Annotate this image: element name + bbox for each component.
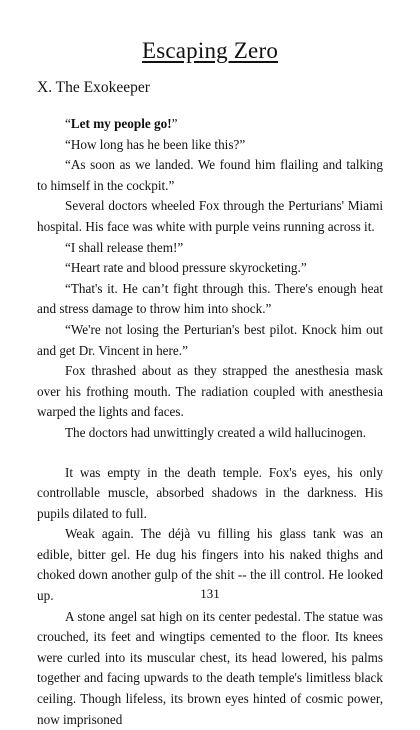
body-text bbox=[37, 114, 383, 730]
paragraph: “How long has he been like this?” bbox=[65, 136, 246, 152]
paragraph: “As soon as we landed. We found him flailing and talking to himself in the cockpit.” bbox=[37, 157, 383, 193]
paragraph: The doctors had unwittingly created a wild hallucinogen. bbox=[65, 424, 367, 440]
paragraph: “That's it. He can’t fight through this. There's enough heat and stress damage to throw him into shock.” bbox=[37, 280, 383, 317]
paragraph bbox=[37, 114, 383, 135]
paragraph: “We're not losing the Perturian's best pilot. Knock him out and get Dr. Vincent in here.” bbox=[37, 321, 383, 358]
open-quote: “ bbox=[65, 116, 71, 131]
bold-dialogue: Let my people go! bbox=[70, 116, 172, 131]
paragraph: Weak again. The déjà vu filling his glass tank was an edible, bitter gel. He dug his fingers into his naked thighs and choked down another gulp of the shit -- the ill control. He looked up. bbox=[37, 526, 383, 604]
paragraph: A stone angel sat high on its center pedestal. The statue was crouched, its feet and wingtips cemented to the floor. Its knees were curled into its muscular chest, its head lowered, his palms together and facing upwards to the death temple's limitless black ceiling. Though lifeless, its brown eyes hinted of cosmic power, now imprisoned bbox=[37, 608, 383, 727]
paragraph: It was empty in the death temple. Fox's eyes, his only controllable muscle, absorbed shadows in the darkness. His pupils dilated to full. bbox=[37, 464, 383, 521]
paragraph: “Heart rate and blood pressure skyrocketing.” bbox=[65, 260, 307, 276]
close-quote: ” bbox=[171, 116, 178, 131]
chapter-heading: X. The Exokeeper bbox=[37, 79, 150, 96]
paragraph: Fox thrashed about as they strapped the anesthesia mask over his frothing mouth. The radiation coupled with anesthesia warped the lights and faces. bbox=[37, 363, 383, 420]
page-number: 131 bbox=[200, 586, 220, 601]
paragraph: Several doctors wheeled Fox through the Perturians' Miami hospital. His face was white with purple veins running across it. bbox=[37, 198, 383, 234]
paragraph: “I shall release them!” bbox=[65, 239, 184, 255]
book-title: Escaping Zero bbox=[141, 38, 279, 63]
